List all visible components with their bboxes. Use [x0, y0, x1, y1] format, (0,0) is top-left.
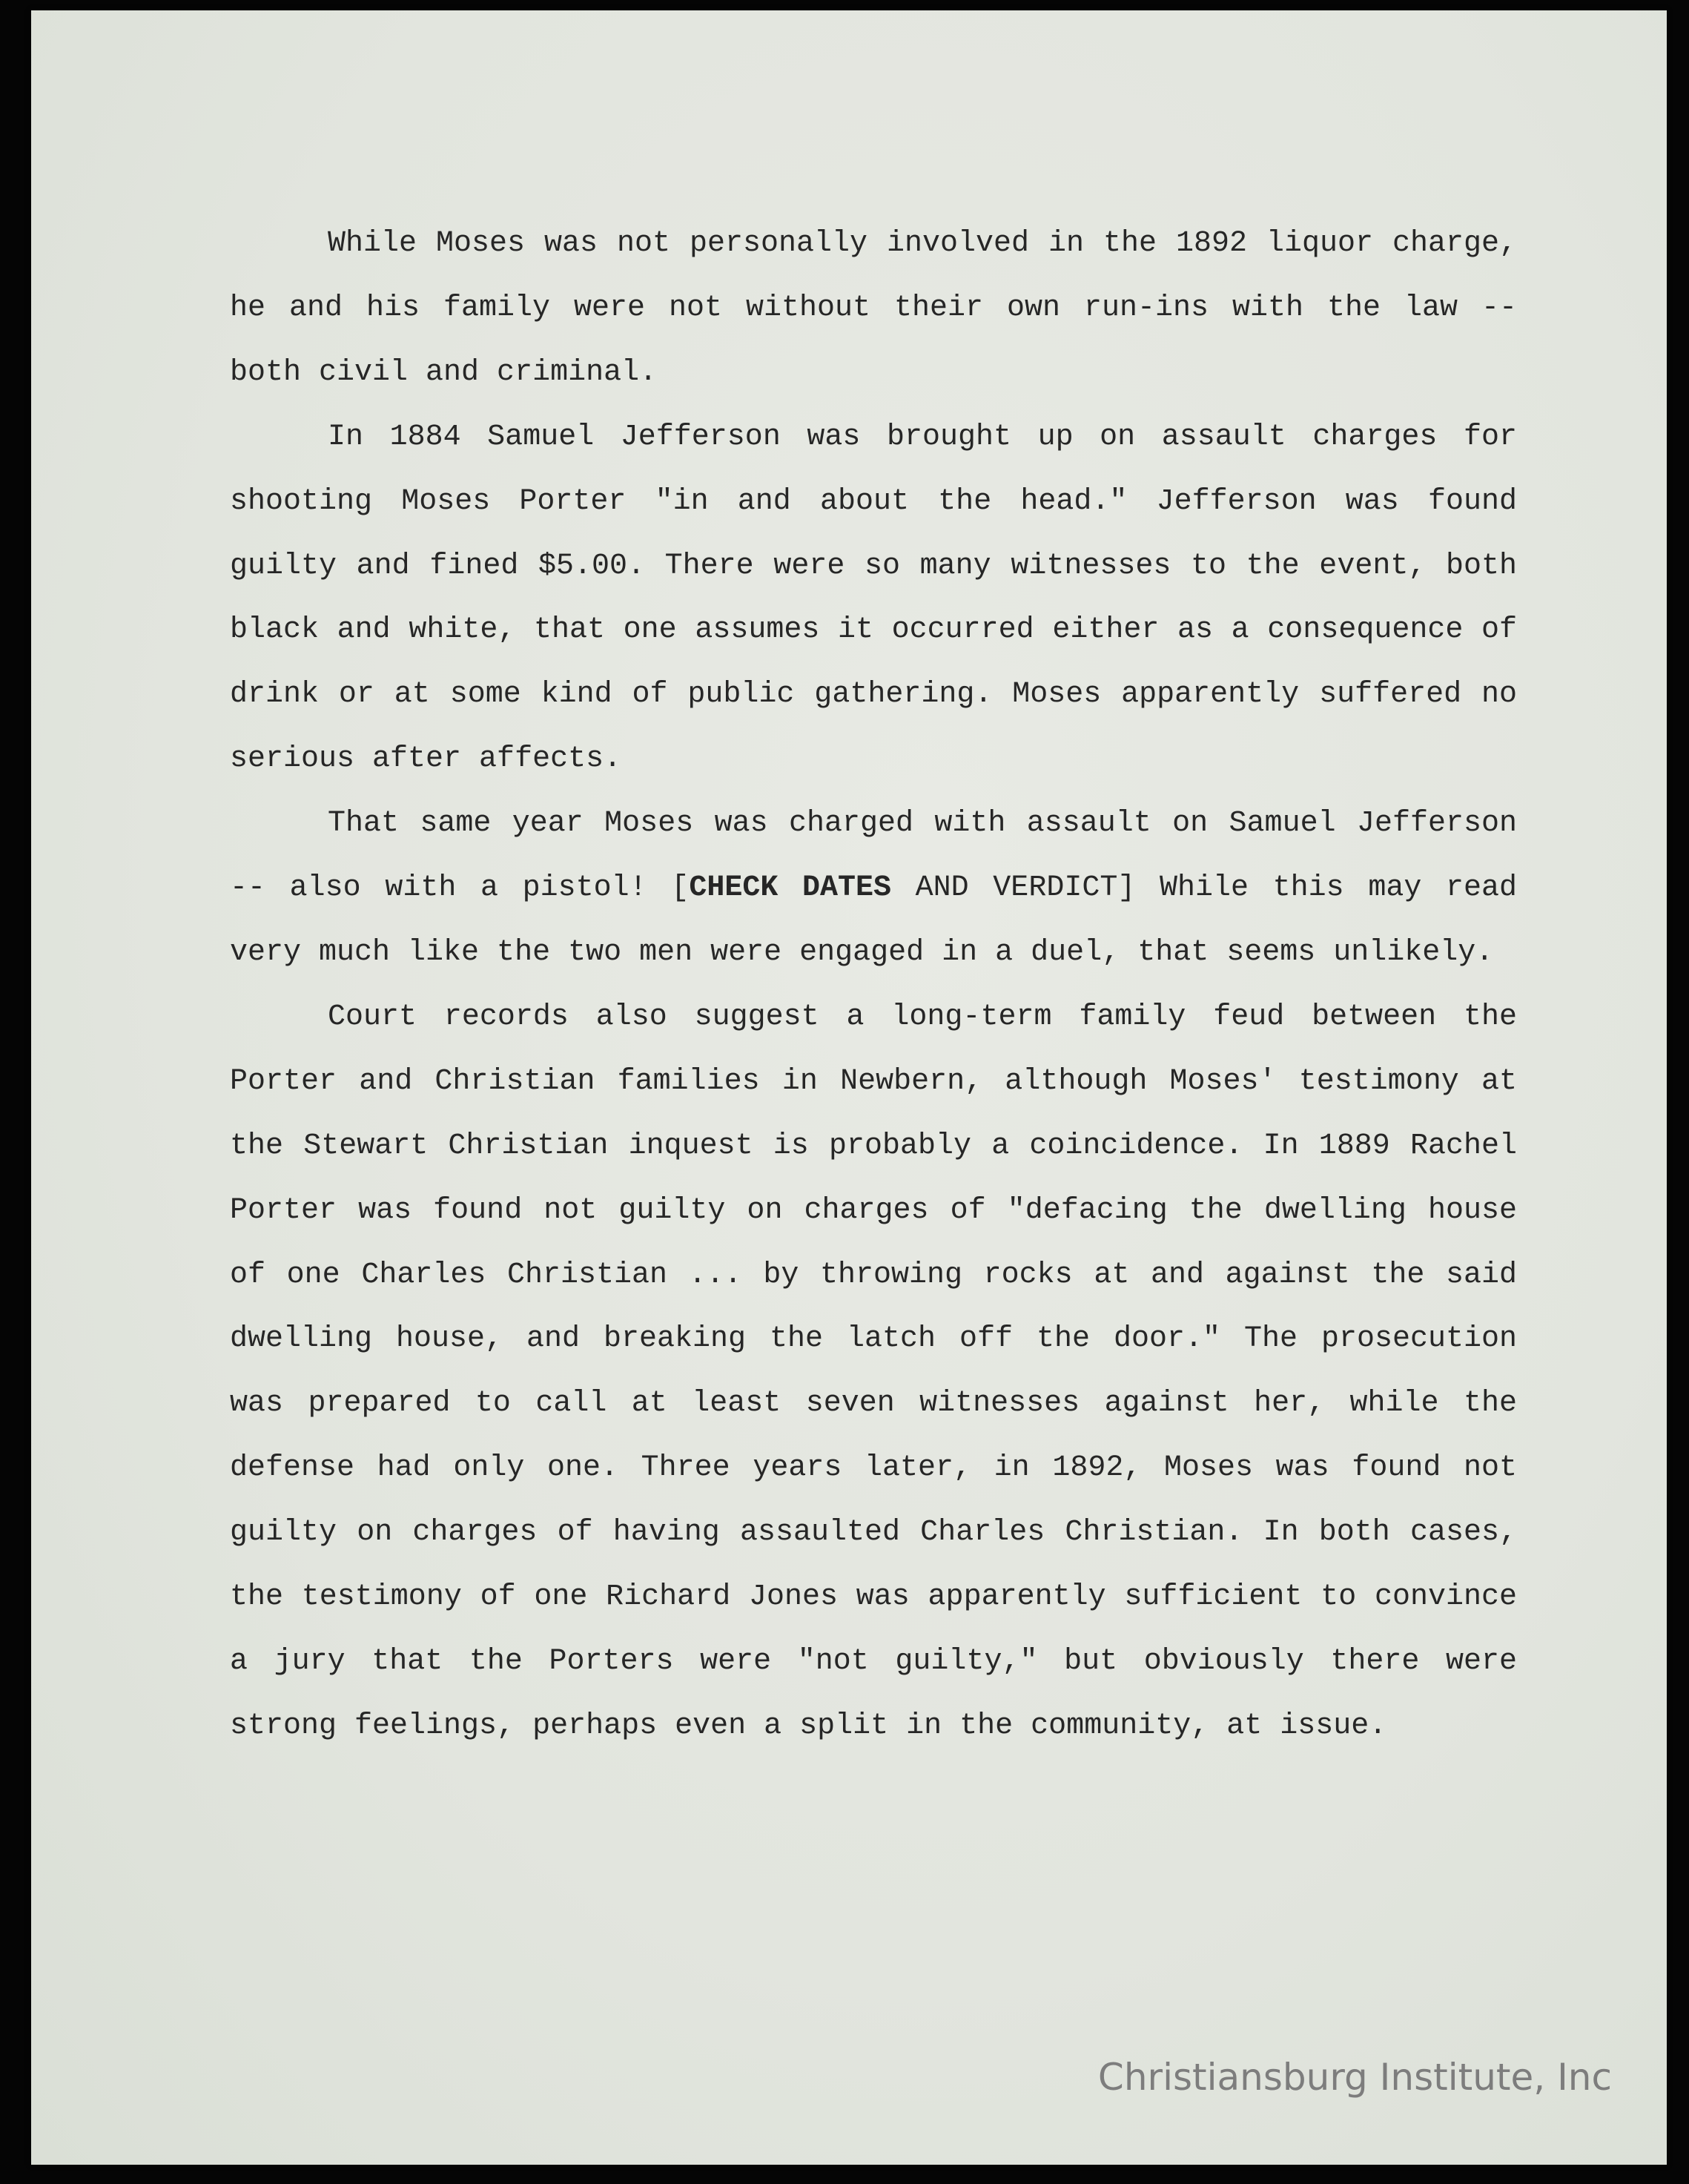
page-body — [230, 212, 1517, 1759]
check-dates-bold: CHECK DATES — [689, 871, 891, 905]
paragraph-3-start: That same year Moses was charged with assault on Samuel Jefferson -- also with a pistol! [ — [230, 807, 1517, 905]
paragraph-4: Court records also suggest a long-term family feud between the Porter and Christian families in Newbern, although Moses' testimony at the Stewart Christian inquest is probably a coincidence. In 1889 Rachel Porter was found not guilty on charges of "defacing the dwelling house of one Charles Christian ... by throwing rocks at and against the said dwelling house, and breaking the latch off the door." The prosecution was prepared to call at least seven witnesses against her, while the defense had only one. Three years later, in 1892, Moses was found not guilty on charges of having assaulted Charles Christian. In both cases, the testimony of one Richard Jones was apparently sufficient to convince a jury that the Porters were "not guilty," but obviously there were strong feelings, perhaps even a split in the community, at issue. — [230, 1000, 1517, 1743]
paragraph-3 — [230, 792, 1517, 986]
paragraph-2: In 1884 Samuel Jefferson was brought up on assault charges for shooting Moses Porter "in and about the head." Jefferson was found guilty and fined $5.00. There were so many witnesses to the event, both black and white, that one assumes it occurred either as a consequence of drink or at some kind of public gathering. Moses apparently suffered no serious after affects. — [230, 420, 1517, 776]
typed-page — [31, 10, 1667, 2165]
paragraph-1: While Moses was not personally involved in the 1892 liquor charge, he and his family were not without their own run-ins with the law -- both civil and criminal. — [230, 227, 1517, 389]
paragraph-3-end: AND VERDICT] While this may read very much like the two men were engaged in a duel, that seems unlikely. — [230, 871, 1517, 969]
watermark: Christiansburg Institute, Inc — [1097, 2056, 1612, 2099]
